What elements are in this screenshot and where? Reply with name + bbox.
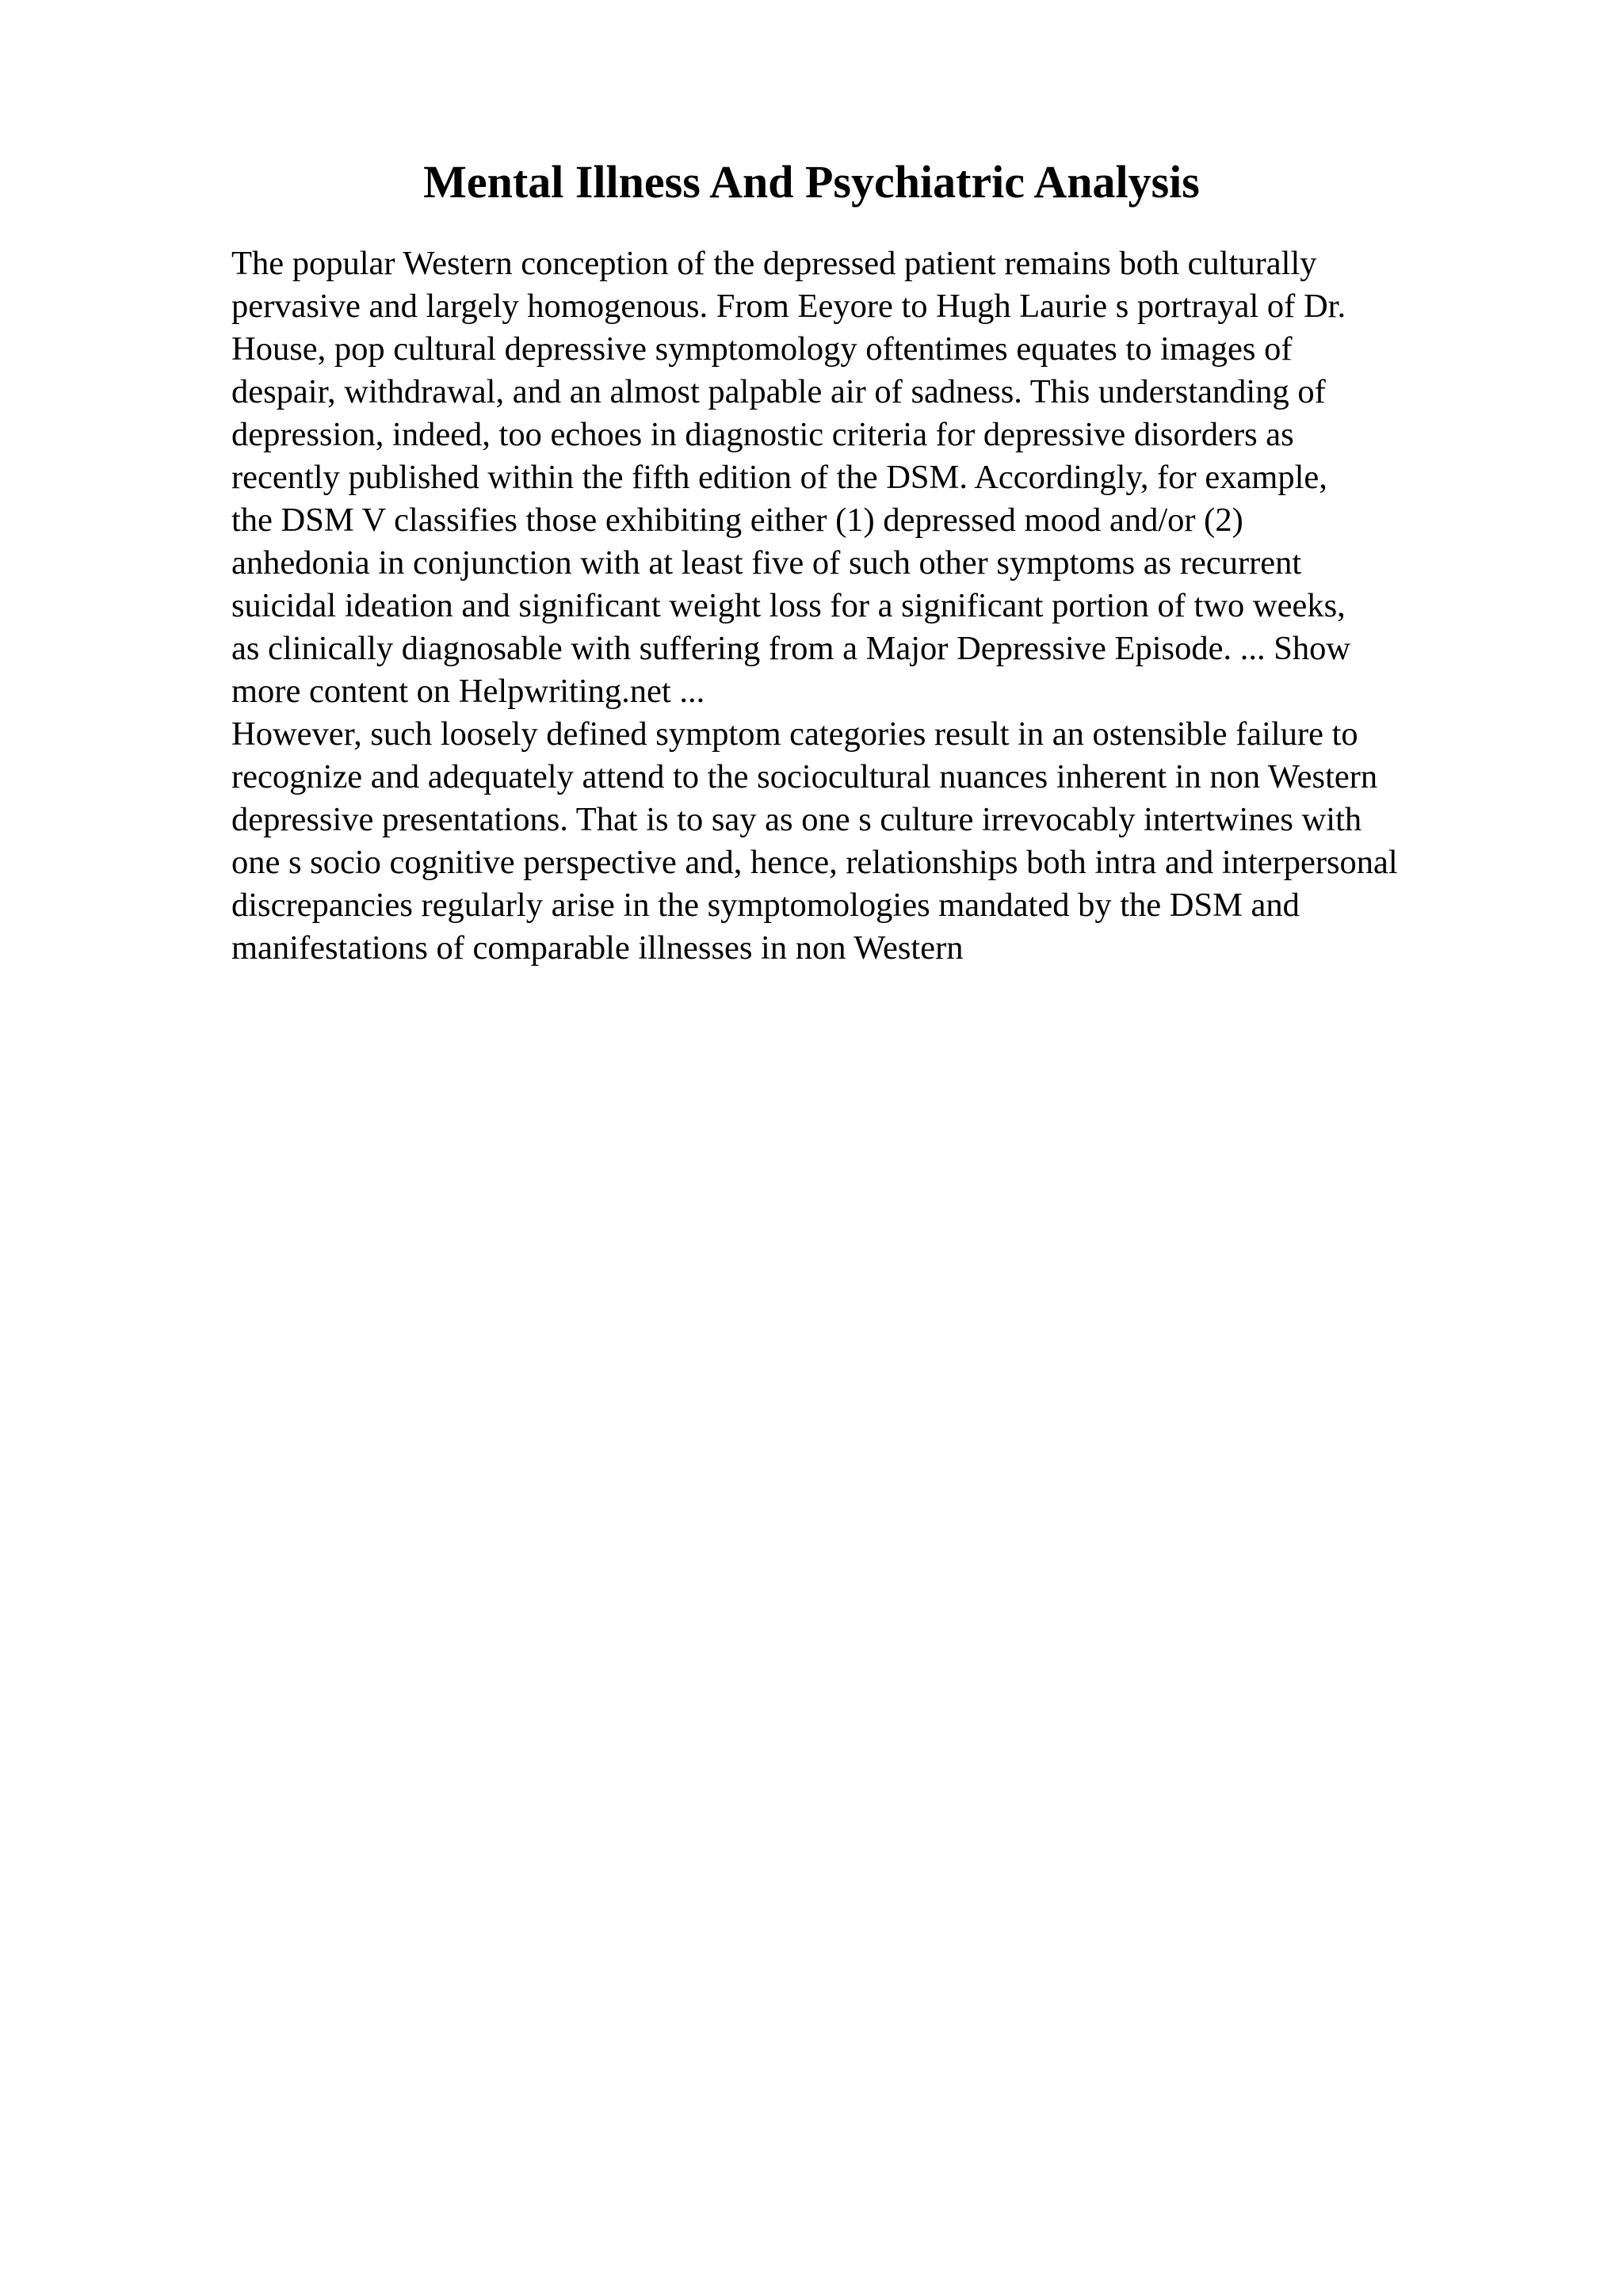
body-line: The popular Western conception of the depressed patient remains both culturally bbox=[231, 245, 1317, 282]
body-line: However, such loosely defined symptom categories result in an ostensible failure to bbox=[231, 715, 1358, 753]
body-line: manifestations of comparable illnesses in non Western bbox=[231, 929, 964, 967]
document-title: Mental Illness And Psychiatric Analysis bbox=[423, 156, 1200, 208]
body-line: more content on Helpwriting.net ... bbox=[231, 673, 705, 710]
body-line: recognize and adequately attend to the sociocultural nuances inherent in non Western bbox=[231, 758, 1378, 795]
body-line: discrepancies regularly arise in the symptomologies mandated by the DSM and bbox=[231, 887, 1300, 924]
body-line: suicidal ideation and significant weight loss for a significant portion of two weeks, bbox=[231, 587, 1346, 624]
body-line: pervasive and largely homogenous. From Eeyore to Hugh Laurie s portrayal of Dr. bbox=[231, 288, 1346, 325]
body-line: the DSM V classifies those exhibiting either (1) depressed mood and/or (2) bbox=[231, 502, 1243, 539]
body-line: depressive presentations. That is to say as one s culture irrevocably intertwines with bbox=[231, 801, 1362, 838]
document-body bbox=[231, 242, 1515, 970]
body-line: despair, withdrawal, and an almost palpable air of sadness. This understanding of bbox=[231, 373, 1326, 410]
body-line: recently published within the fifth edition of the DSM. Accordingly, for example, bbox=[231, 459, 1327, 496]
body-line: as clinically diagnosable with suffering from a Major Depressive Episode. ... Show bbox=[231, 630, 1351, 667]
body-line: one s socio cognitive perspective and, hence, relationships both intra and interpersonal bbox=[231, 844, 1398, 881]
body-line: anhedonia in conjunction with at least five of such other symptoms as recurrent bbox=[231, 544, 1302, 582]
body-line: depression, indeed, too echoes in diagnostic criteria for depressive disorders as bbox=[231, 416, 1294, 453]
body-line: House, pop cultural depressive symptomology oftentimes equates to images of bbox=[231, 330, 1293, 368]
